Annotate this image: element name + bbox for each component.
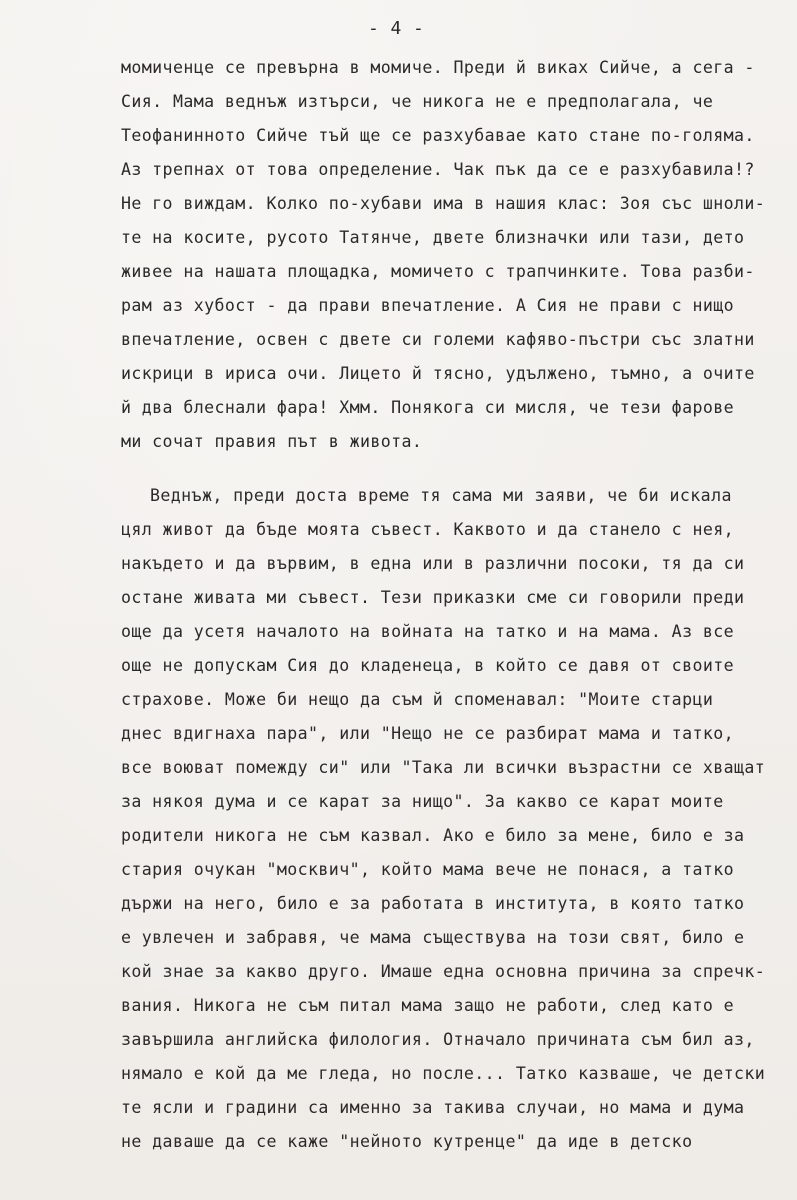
text-line-27: кой знае за какво друго. Имаше една основна причина за спречк- <box>121 962 766 981</box>
text-line-14: цял живот да бъде моята съвест. Каквото и да станело с нея, <box>121 520 735 539</box>
text-line-30: нямало е кой да ме гледа, но после... Татко казваше, че детски <box>121 1064 766 1083</box>
text-line-8: рам аз хубост - да прави впечатление. А Сия не прави с нищо <box>121 296 735 315</box>
text-line-18: още не допускам Сия до кладенеца, в който се давя от своите <box>121 656 735 675</box>
text-line-4: Аз трепнах от това определение. Чак пък да се е разхубавила!? <box>121 160 755 179</box>
text-line-29: завършила английска филология. Отначало причината съм бил аз, <box>121 1030 755 1049</box>
text-line-26: е увлечен и забравя, че мама съществува на този свят, било е <box>121 928 745 947</box>
text-line-5: Не го виждам. Колко по-хубави има в нашия клас: Зоя със шноли- <box>121 194 766 213</box>
text-line-9: впечатление, освен с двете си големи кафяво-пъстри със златни <box>121 330 755 349</box>
text-line-31: те ясли и градини са именно за такива случаи, но мама и дума <box>121 1098 745 1117</box>
text-line-19: страхове. Може би нещо да съм й споменавал: "Моите старци <box>121 690 714 709</box>
text-line-6: те на косите, русото Татянче, двете близначки или тази, дето <box>121 228 745 247</box>
text-line-7: живее на нашата площадка, момичето с трапчинките. Това разби- <box>121 262 755 281</box>
text-line-1: момиченце се превърна в момиче. Преди й виках Сийче, а сега - <box>121 58 755 77</box>
text-line-21: все воюват помежду си" или "Така ли всички възрастни се хващат <box>121 758 766 777</box>
text-line-16: остане живата ми съвест. Тези приказки сме си говорили преди <box>121 588 745 607</box>
text-line-28: вания. Никога не съм питал мама защо не работи, след като е <box>121 996 735 1015</box>
page-number: - 4 - <box>368 18 425 39</box>
text-line-25: държи на него, било е за работата в института, в която татко <box>121 894 745 913</box>
text-line-17: още да усетя началото на войната на татко и на мама. Аз все <box>121 622 735 641</box>
text-line-23: родители никога не съм казвал. Ако е било за мене, било е за <box>121 826 745 845</box>
text-line-24: стария очукан "москвич", който мама вече не понася, а татко <box>121 860 735 879</box>
text-line-22: за някоя дума и се карат за нищо". За какво се карат моите <box>121 792 724 811</box>
text-line-15: накъдето и да вървим, в една или в различни посоки, тя да си <box>121 554 745 573</box>
text-line-13: Веднъж, преди доста време тя сама ми заяви, че би искала <box>150 486 732 505</box>
text-line-32: не даваше да се каже "нейното кутренце" да иде в детско <box>121 1132 693 1151</box>
text-line-12: ми сочат правия път в живота. <box>121 432 423 451</box>
text-line-2: Сия. Мама веднъж изтърси, че никога не е предполагала, че <box>121 92 714 111</box>
text-line-11: й два блеснали фара! Хмм. Понякога си мисля, че тези фарове <box>121 398 735 417</box>
text-line-20: днес вдигнаха пара", или "Нещо не се разбират мама и татко, <box>121 724 735 743</box>
text-line-10: искрици в ириса очи. Лицето й тясно, удължено, тъмно, а очите <box>121 364 755 383</box>
text-line-3: Теофанинното Сийче тъй ще се разхубавае като стане по-голяма. <box>121 126 755 145</box>
